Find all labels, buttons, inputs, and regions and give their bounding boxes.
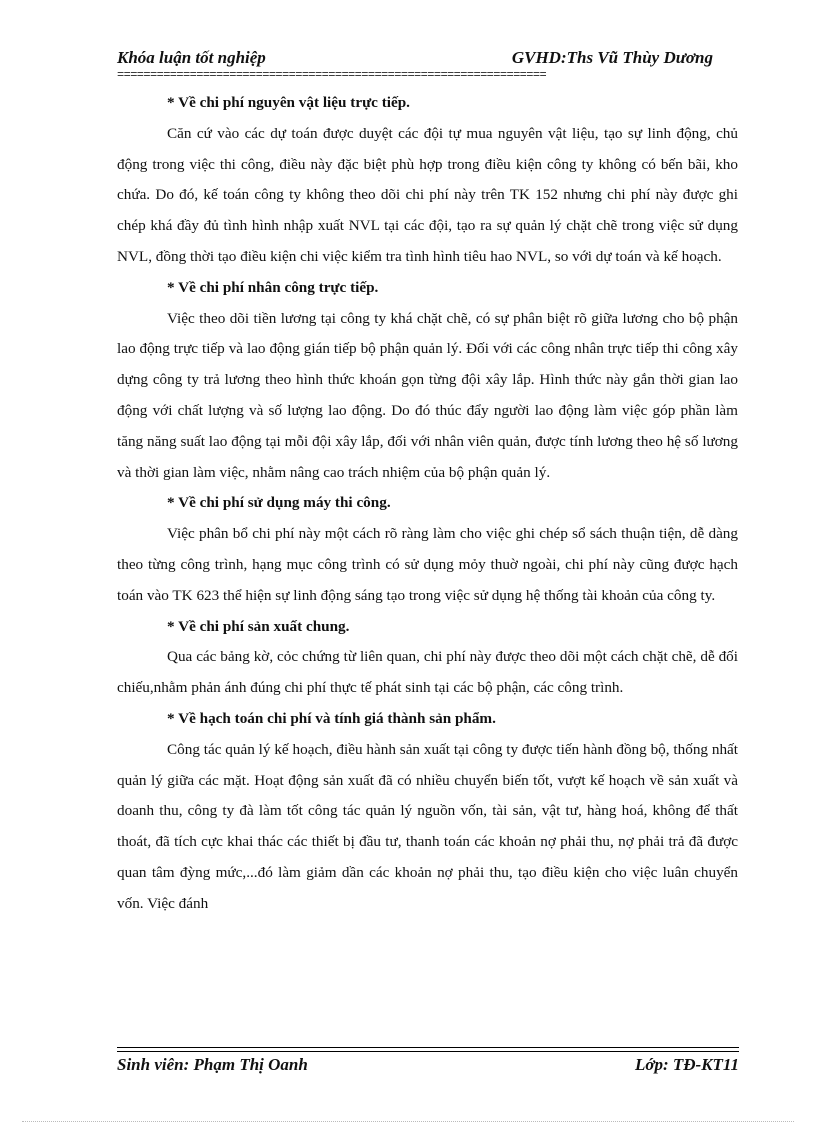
footer-rule <box>117 1051 739 1052</box>
footer-class: Lớp: TĐ-KT11 <box>634 1055 739 1074</box>
page-footer <box>117 1055 739 1079</box>
section-paragraph: Căn cứ vào các dự toán được duyệt các đội tự mua nguyên vật liệu, tạo sự linh động, chủ động trong việc thi công, điều này đặc biệt phù hợp trong điều kiện công ty không có bến bãi, kho chứa. Do đó, kế toán công ty không theo dõi chi phí này trên TK 152 nhưng chi phí này được ghi chép khá đầy đủ tình hình nhập xuất NVL tại các đội, tạo ra sự quản lý chặt chẽ trong việc sử dụng NVL, đồng thời tạo điều kiện chi việc kiểm tra tình hình tiêu hao NVL, so với dự toán và kế hoạch. <box>117 124 738 265</box>
header-thesis-title: Khóa luận tốt nghiệp <box>117 48 266 67</box>
section-paragraph: Công tác quản lý kế hoạch, điều hành sản xuất tại công ty được tiến hành đồng bộ, thống nhất quản lý giữa các mặt. Hoạt động sản xuất đã có nhiều chuyển biến tốt, vượt kế hoạch về sản xuất và doanh thu, công ty đà làm tốt công tác quản lý nguồn vốn, tài sản, vật tư, hàng hoá, không để thất thoát, đã tích cực khai thác các thiết bị đầu tư, thanh toán các khoản nợ phải thu, nợ phải trả đã được quan tâm đỳng mức,...đó làm giảm dần các khoản nợ phải thu, tạo điều kiện cho việc luân chuyển vốn. Việc đánh <box>117 740 738 912</box>
section-paragraph: Qua các bảng kờ, cỏc chứng từ liên quan, chi phí này được theo dõi một cách chặt chẽ, dễ đối chiếu,nhằm phản ánh đúng chi phí thực tế phát sinh tại các bộ phận, các công trình. <box>117 648 738 697</box>
page-edge <box>22 1121 794 1122</box>
footer-rule <box>117 1047 739 1048</box>
section-heading: * Về chi phí sử dụng máy thi công. <box>167 494 391 512</box>
document-body <box>117 88 738 920</box>
section-heading: * Về chi phí nguyên vật liệu trực tiếp. <box>167 94 410 111</box>
section-heading: * Về hạch toán chi phí và tính giá thành sản phẩm. <box>167 709 496 727</box>
section-heading: * Về chi phí sản xuất chung. <box>167 617 350 635</box>
footer-student: Sinh viên: Phạm Thị Oanh <box>117 1055 308 1074</box>
header-rule: ================================================================= <box>117 68 547 82</box>
section-heading: * Về chi phí nhân công trực tiếp. <box>167 278 379 296</box>
header-supervisor: GVHD:Ths Vũ Thùy Dương <box>511 48 713 67</box>
section-paragraph: Việc theo dõi tiền lương tại công ty khá chặt chẽ, có sự phân biệt rõ giữa lương cho bộ phận lao động trực tiếp và lao động gián tiếp bộ phận quản lý. Đối với các công nhân trực tiếp thi công xây dựng công ty trả lương theo hình thức khoán gọn từng đội xây lắp. Hình thức này gắn thời gian lao động với chất lượng và số lượng lao động. Do đó thúc đẩy người lao động làm việc góp phần làm tăng năng suất lao động tại mỗi đội xây lắp, đối với nhân viên quản, được tính lương theo hệ số lương và thời gian làm việc, nhằm nâng cao trách nhiệm của bộ phận quản lý. <box>117 309 738 481</box>
section-paragraph: Việc phân bổ chi phí này một cách rõ ràng làm cho việc ghi chép sổ sách thuận tiện, dễ dàng theo từng công trình, hạng mục công trình có sử dụng mỏy thuờ ngoài, chi phí này cũng được hạch toán vào TK 623 thể hiện sự linh động sáng tạo trong việc sử dụng hệ thống tài khoản của công ty. <box>117 525 738 604</box>
